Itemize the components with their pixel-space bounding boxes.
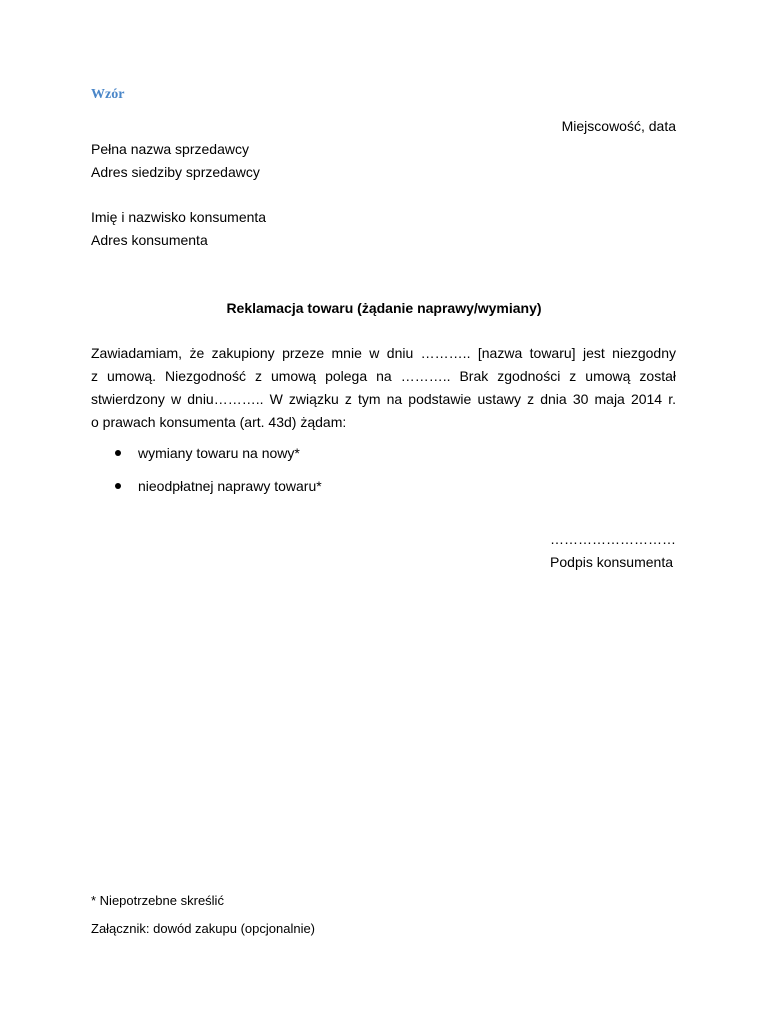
- document-title: Reklamacja towaru (żądanie naprawy/wymiany): [226, 300, 542, 316]
- seller-address: Adres siedziby sprzedawcy: [91, 164, 260, 180]
- paragraph-line: Zawiadamiam, że zakupiony przeze mnie w dniu ……….. [nazwa towaru] jest niezgodny: [91, 345, 676, 361]
- option-repair: nieodpłatnej naprawy towaru*: [138, 478, 322, 494]
- seller-name: Pełna nazwa sprzedawcy: [91, 141, 249, 157]
- paragraph-line: stwierdzony w dniu……….. W związku z tym na podstawie ustawy z dnia 30 maja 2014 r.: [91, 391, 676, 407]
- consumer-name: Imię i nazwisko konsumenta: [91, 209, 267, 225]
- bullet-icon: [115, 450, 121, 456]
- paragraph-line: z umową. Niezgodność z umową polega na ……….. Brak zgodności z umową został: [91, 368, 676, 384]
- complaint-paragraph: [91, 342, 676, 434]
- template-label: Wzór: [91, 87, 125, 102]
- option-replacement: wymiany towaru na nowy*: [138, 445, 300, 461]
- consumer-address: Adres konsumenta: [91, 232, 208, 248]
- footnote: * Niepotrzebne skreślić: [91, 893, 224, 908]
- signature-line: ………………………: [550, 531, 676, 547]
- bullet-icon: [115, 483, 121, 489]
- attachment-note: Załącznik: dowód zakupu (opcjonalnie): [91, 921, 316, 936]
- place-date: Miejscowość, data: [561, 118, 676, 134]
- paragraph-line: o prawach konsumenta (art. 43d) żądam:: [91, 414, 347, 430]
- signature-label: Podpis konsumenta: [550, 554, 673, 570]
